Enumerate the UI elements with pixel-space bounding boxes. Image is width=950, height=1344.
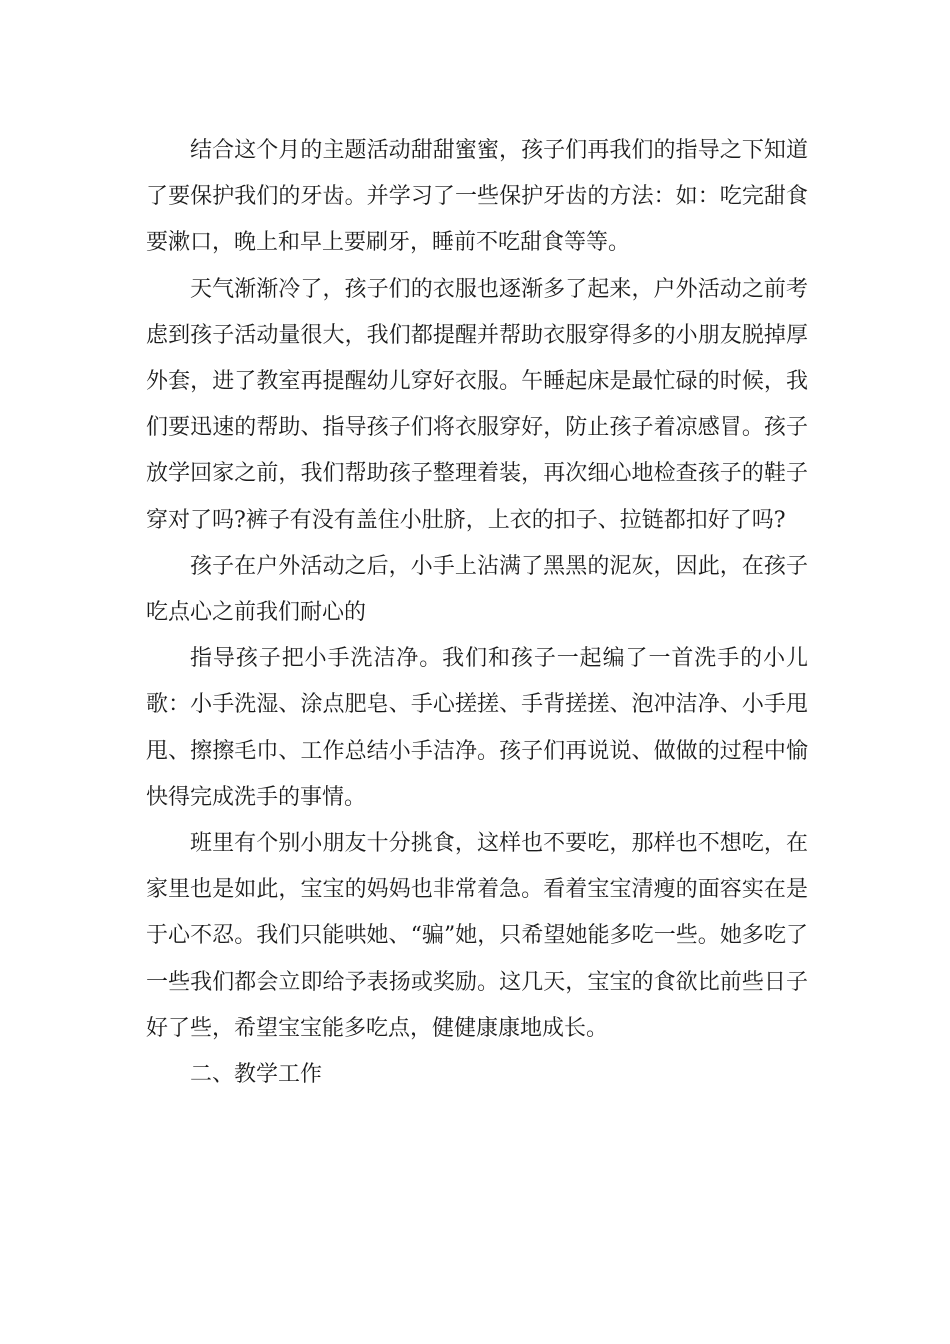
paragraph-picky-eater: 班里有个别小朋友十分挑食，这样也不要吃，那样也不想吃，在家里也是如此，宝宝的妈妈也非常着急。看着宝宝清瘦的面容实在是于心不忍。我们只能哄她、“骗”她，只希望她能多吃一些。她多吃了一些我们都会立即给予表扬或奖励。这几天，宝宝的食欲比前些日子好了些，希望宝宝能多吃点，健健康康地成长。 [146, 831, 808, 1041]
paragraph-handwashing-song: 指导孩子把小手洗洁净。我们和孩子一起编了一首洗手的小儿歌：小手洗湿、涂点肥皂、手心搓搓、手背搓搓、泡冲洁净、小手甩甩、擦擦毛巾、工作总结小手洁净。孩子们再说说、做做的过程中愉快得完成洗手的事情。 [146, 646, 808, 810]
document-body [146, 128, 808, 1098]
paragraph-outdoor-hands: 孩子在户外活动之后，小手上沾满了黑黑的泥灰，因此，在孩子吃点心之前我们耐心的 [146, 553, 808, 626]
paragraph-dental-care: 结合这个月的主题活动甜甜蜜蜜，孩子们再我们的指导之下知道了要保护我们的牙齿。并学习了一些保护牙齿的方法：如：吃完甜食要漱口，晚上和早上要刷牙，睡前不吃甜食等等。 [146, 138, 808, 256]
paragraph-clothing-care: 天气渐渐冷了，孩子们的衣服也逐渐多了起来，户外活动之前考虑到孩子活动量很大，我们都提醒并帮助衣服穿得多的小朋友脱掉厚外套，进了教室再提醒幼儿穿好衣服。午睡起床是最忙碌的时候，我们要迅速的帮助、指导孩子们将衣服穿好，防止孩子着凉感冒。孩子放学回家之前，我们帮助孩子整理着装，再次细心地检查孩子的鞋子穿对了吗?裤子有没有盖住小肚脐，上衣的扣子、拉链都扣好了吗? [146, 276, 808, 533]
section-heading-teaching: 二、教学工作 [190, 1062, 323, 1088]
